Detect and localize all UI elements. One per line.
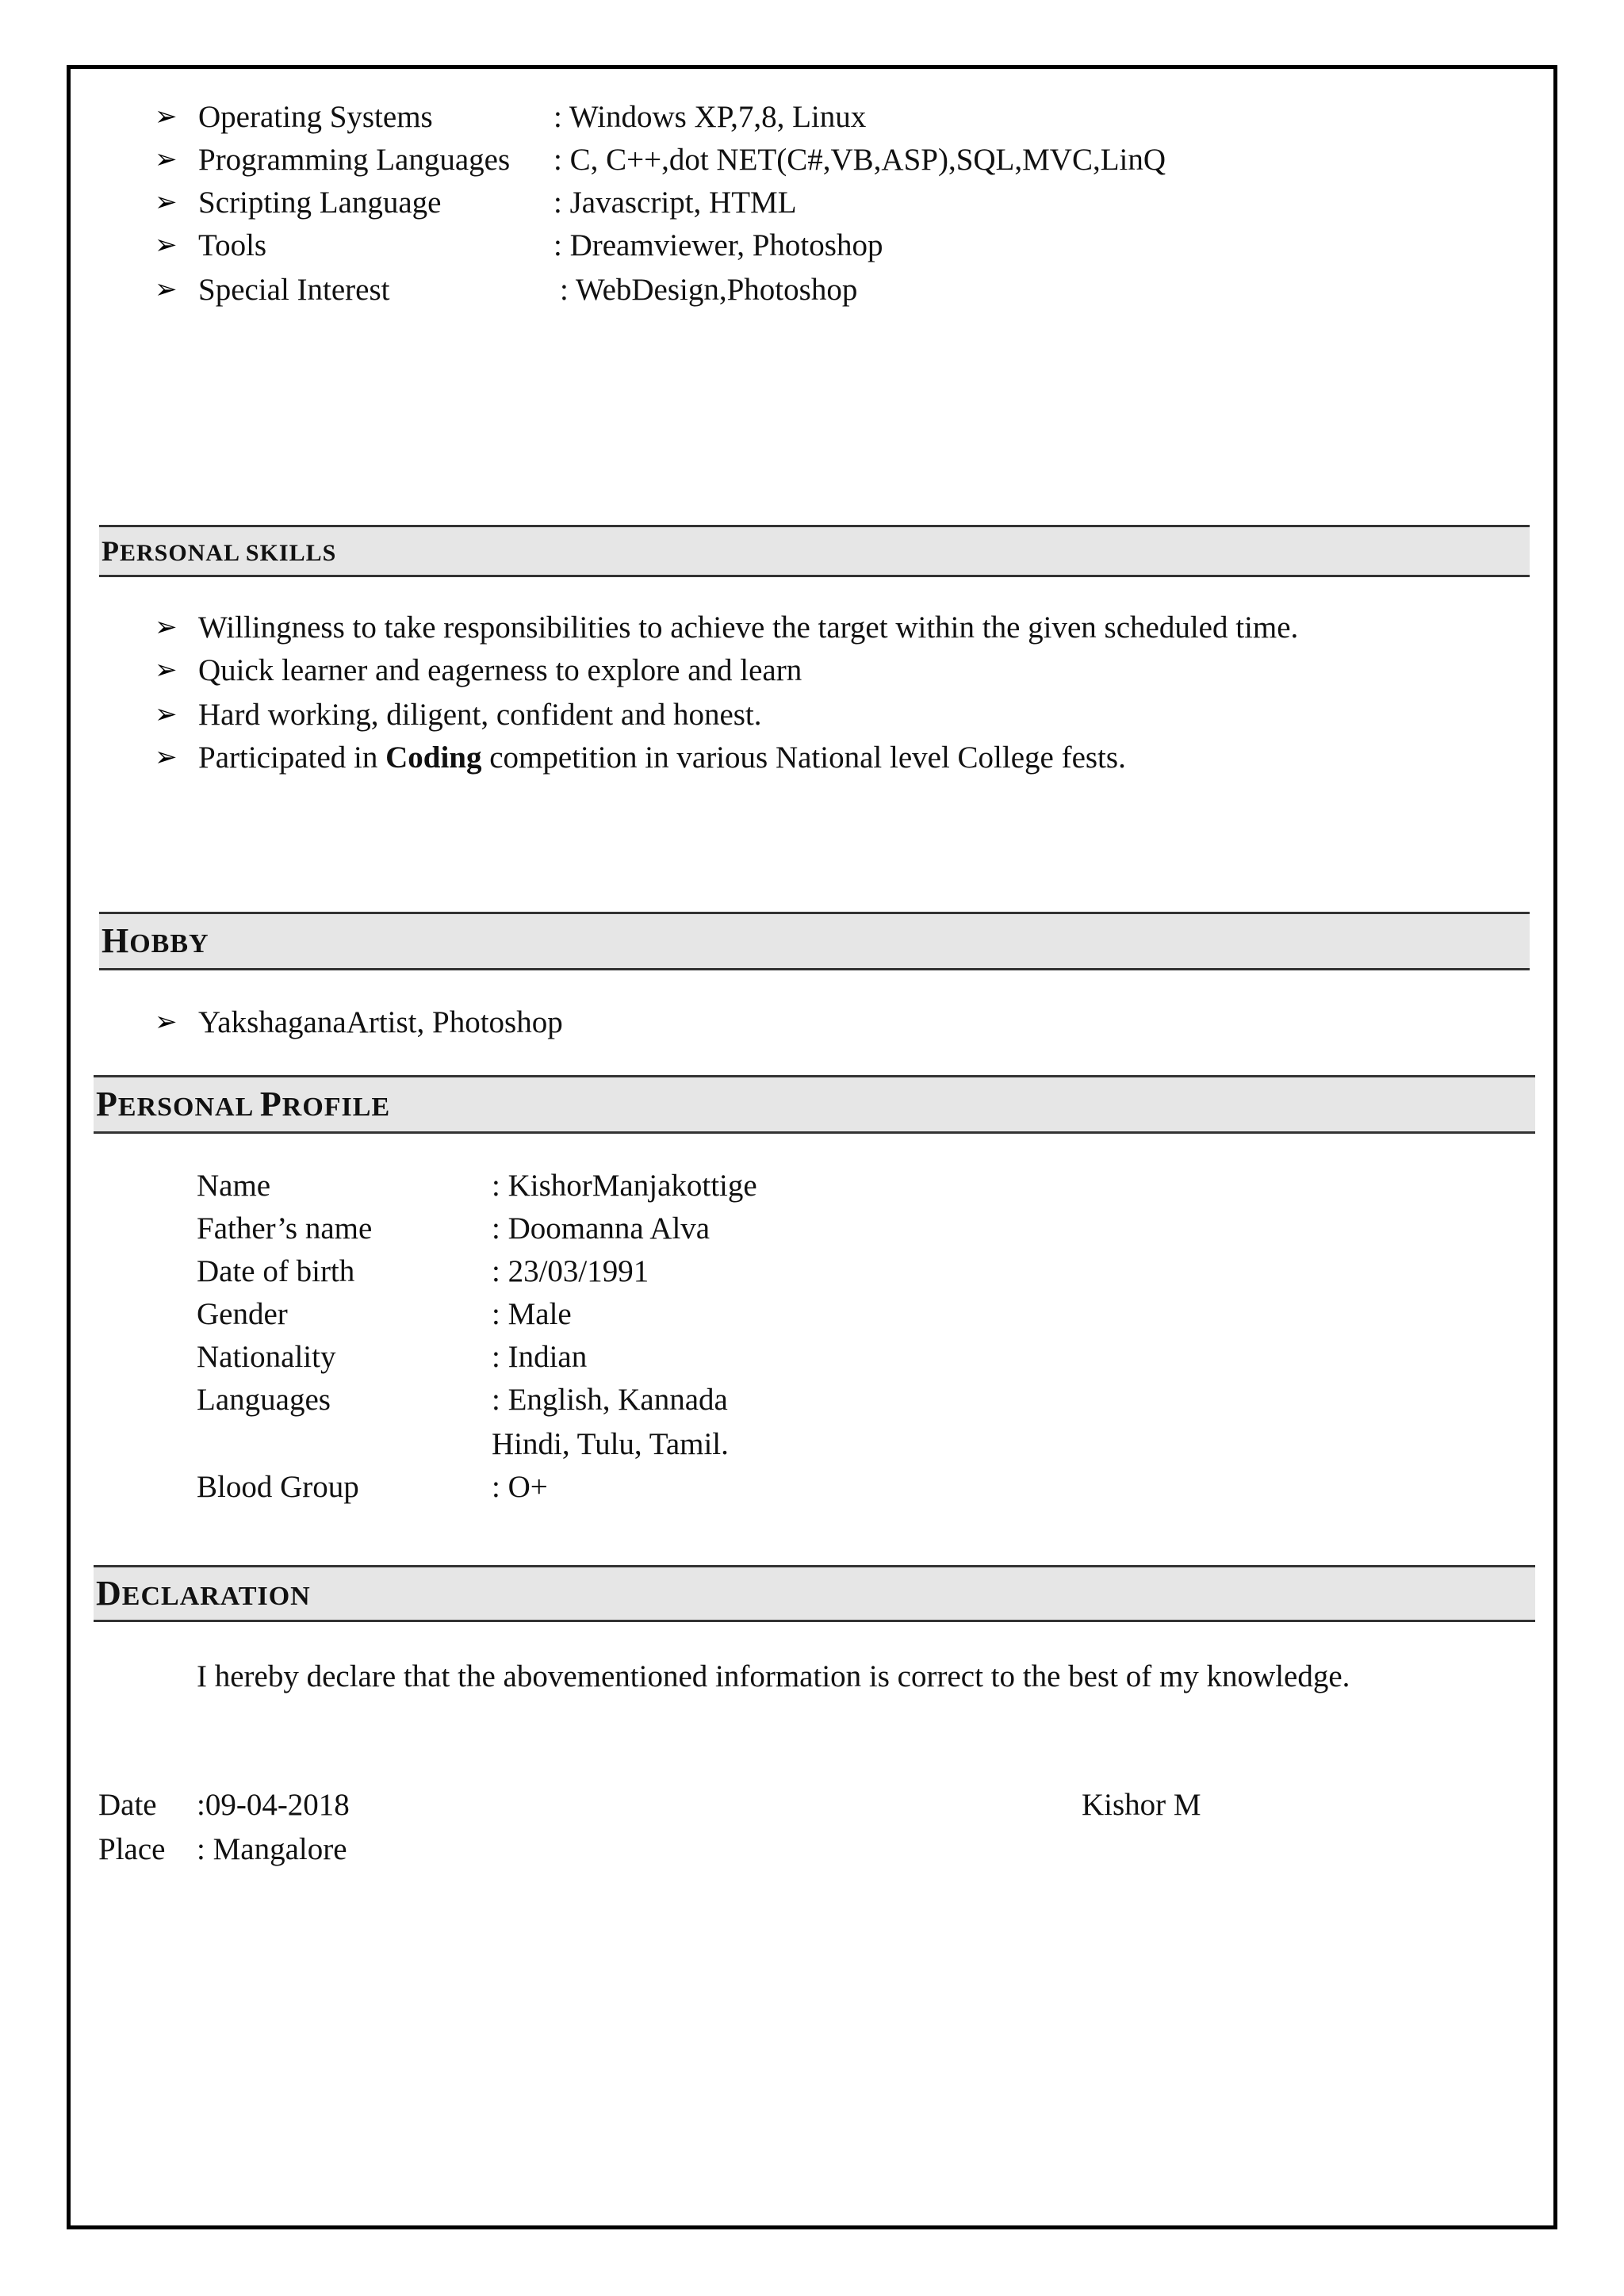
- profile-value: Hindi, Tulu, Tamil.: [492, 1427, 729, 1461]
- title-initial-2: P: [259, 1085, 282, 1123]
- skill-value: : Windows XP,7,8, Linux: [553, 100, 867, 134]
- section-header-hobby: [99, 912, 1530, 970]
- text-bold: Coding: [385, 740, 482, 775]
- signature-name: Kishor M: [1082, 1788, 1201, 1822]
- skill-value: : WebDesign,Photoshop: [560, 273, 858, 307]
- title-initial: P: [102, 535, 120, 567]
- profile-value: : O+: [492, 1470, 548, 1504]
- skill-label: Programming Languages: [198, 143, 511, 177]
- text-after: competition in various National level College fests.: [481, 740, 1126, 775]
- title-rest: ERSONAL SKILLS: [120, 540, 337, 566]
- title-initial: D: [96, 1574, 122, 1613]
- arrow-bullet-icon: ➢: [155, 102, 178, 132]
- profile-label: Gender: [197, 1297, 288, 1331]
- arrow-bullet-icon: ➢: [155, 656, 178, 685]
- arrow-bullet-icon: ➢: [155, 231, 178, 260]
- skill-value: : Javascript, HTML: [553, 186, 797, 220]
- profile-value: : Indian: [492, 1340, 588, 1374]
- title-rest: ECLARATION: [121, 1582, 311, 1611]
- profile-label: Name: [197, 1169, 271, 1203]
- title-rest: ERSONAL: [117, 1093, 260, 1122]
- skill-text: Quick learner and eagerness to explore and learn: [198, 653, 802, 687]
- arrow-bullet-icon: ➢: [155, 145, 178, 174]
- skill-label: Scripting Language: [198, 186, 442, 220]
- section-title-declaration: [96, 1571, 311, 1624]
- section-title-personal-profile: [96, 1081, 390, 1135]
- title-rest-2: ROFILE: [282, 1093, 391, 1122]
- arrow-bullet-icon: ➢: [155, 613, 178, 642]
- arrow-bullet-icon: ➢: [155, 275, 178, 304]
- profile-value: : English, Kannada: [492, 1383, 728, 1417]
- profile-label: Date of birth: [197, 1254, 355, 1288]
- section-title-personal-skills: [102, 530, 336, 579]
- profile-value: : Doomanna Alva: [492, 1211, 710, 1246]
- arrow-bullet-icon: ➢: [155, 700, 178, 729]
- arrow-bullet-icon: ➢: [155, 188, 178, 217]
- profile-label: Blood Group: [197, 1470, 359, 1504]
- skill-label: Operating Systems: [198, 100, 433, 134]
- text-before: Participated in: [198, 740, 386, 775]
- section-title-hobby: [102, 918, 209, 972]
- page-border: [67, 65, 1557, 2229]
- skill-text: [198, 737, 1126, 779]
- arrow-bullet-icon: ➢: [155, 743, 178, 772]
- place-label: Place: [98, 1832, 166, 1866]
- title-rest: OBBY: [129, 929, 209, 959]
- declaration-text: I hereby declare that the abovementioned information is correct to the best of my knowledge.: [197, 1659, 1350, 1693]
- title-initial: P: [96, 1085, 118, 1123]
- skill-value: : Dreamviewer, Photoshop: [553, 228, 883, 262]
- skill-text: Hard working, diligent, confident and honest.: [198, 698, 762, 732]
- profile-label: Father’s name: [197, 1211, 373, 1246]
- hobby-text: YakshaganaArtist, Photoshop: [198, 1005, 563, 1039]
- profile-label: Nationality: [197, 1340, 336, 1374]
- title-initial: H: [102, 921, 130, 960]
- skill-text: Willingness to take responsibilities to achieve the target within the given scheduled time.: [198, 610, 1299, 645]
- skill-label: Special Interest: [198, 273, 390, 307]
- profile-value: : Male: [492, 1297, 572, 1331]
- arrow-bullet-icon: ➢: [155, 1008, 178, 1037]
- date-label: Date: [98, 1788, 157, 1822]
- place-value: : Mangalore: [197, 1832, 347, 1866]
- profile-label: Languages: [197, 1383, 331, 1417]
- skill-label: Tools: [198, 228, 267, 262]
- profile-value: : KishorManjakottige: [492, 1169, 757, 1203]
- skill-value: : C, C++,dot NET(C#,VB,ASP),SQL,MVC,LinQ: [553, 143, 1166, 177]
- profile-value: : 23/03/1991: [492, 1254, 649, 1288]
- date-value: :09-04-2018: [197, 1788, 350, 1822]
